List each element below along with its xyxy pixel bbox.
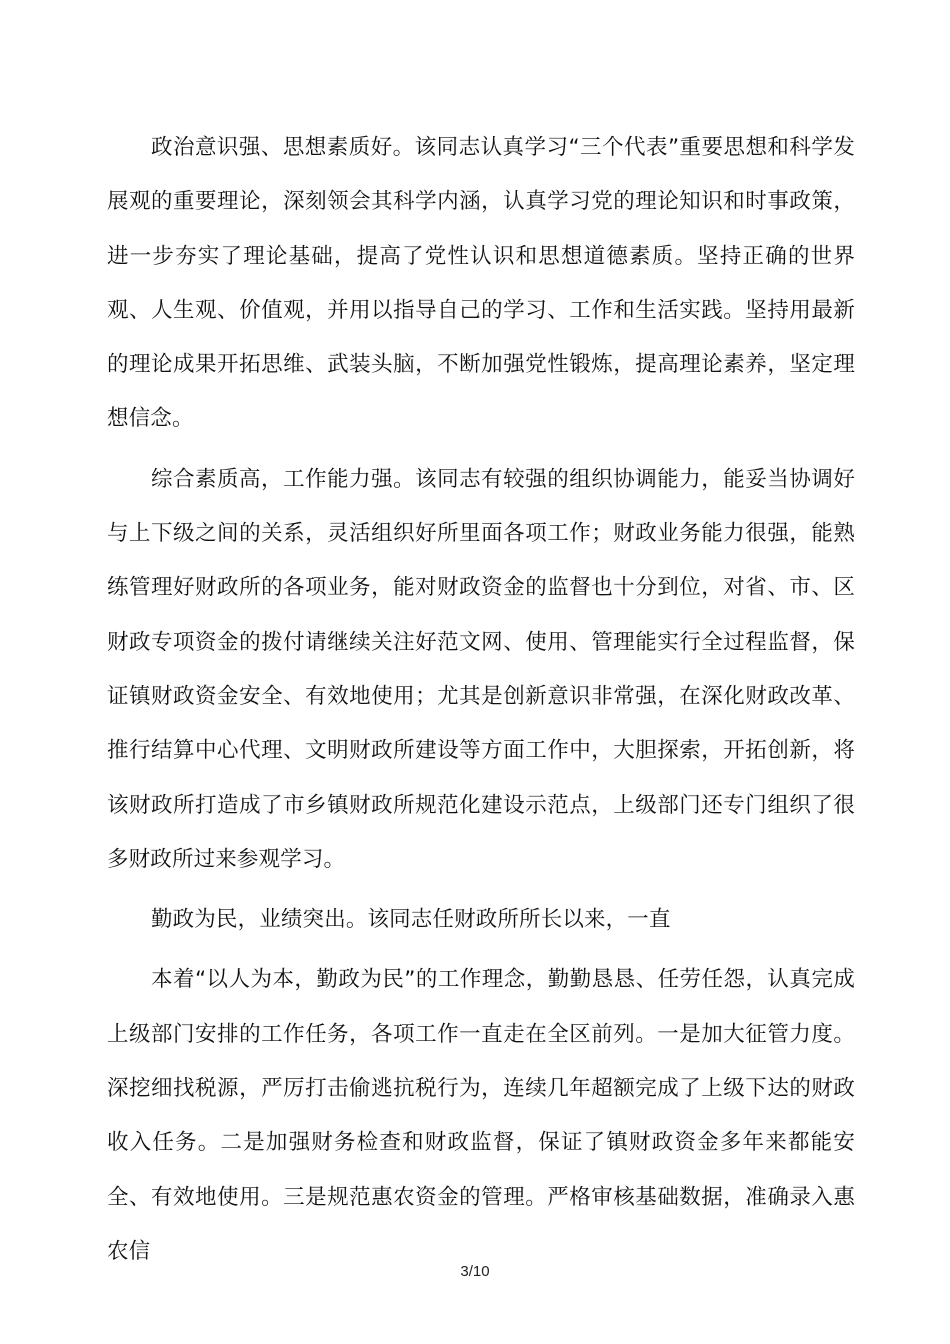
paragraph-overall-ability: 综合素质高，工作能力强。该同志有较强的组织协调能力，能妥当协调好与上下级之间的关系，灵活组织好所里面各项工作；财政业务能力很强，能熟练管理好财政所的各项业务，能对财政资金的监督也十分到位，对省、市、区财政专项资金的拨付请继续关注好范文网、使用、管理能实行全过程监督，保证镇财政资金安全、有效地使用；尤其是创新意识非常强，在深化财政改革、推行结算中心代理、文明财政所建设等方面工作中，大胆探索，开拓创新，将该财政所打造成了市乡镇财政所规范化建设示范点，上级部门还专门组织了很多财政所过来参观学习。 <box>107 466 855 872</box>
page-number: 3/10 <box>460 1263 490 1280</box>
paragraph-diligence-detail: 本着“以人为本，勤政为民”的工作理念，勤勤恳恳、任劳任怨，认真完成上级部门安排的工作任务，各项工作一直走在全区前列。一是加大征管力度。深挖细找税源，严厉打击偷逃抗税行为，连续几年超额完成了上级下达的财政收入任务。二是加强财务检查和财政监督，保证了镇财政资金多年来都能安全、有效地使用。三是规范惠农资金的管理。严格审核基础数据，准确录入惠农信 <box>107 967 855 1264</box>
paragraph-diligence-intro: 勤政为民，业绩突出。该同志任财政所所长以来，一直 <box>151 907 671 933</box>
body-text <box>107 121 855 1285</box>
paragraph-political-awareness: 政治意识强、思想素质好。该同志认真学习“三个代表”重要思想和科学发展观的重要理论，深刻领会其科学内涵，认真学习党的理论知识和时事政策，进一步夯实了理论基础，提高了党性认识和思想道德素质。坚持正确的世界观、人生观、价值观，并用以指导自己的学习、工作和生活实践。坚持用最新的理论成果开拓思维、武装头脑，不断加强党性锻炼，提高理论素养，坚定理想信念。 <box>107 135 855 432</box>
